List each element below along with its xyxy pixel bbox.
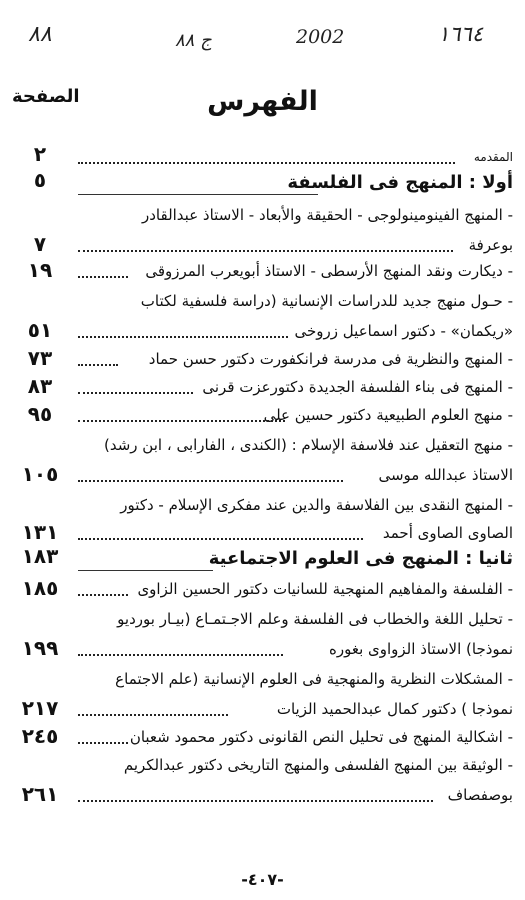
handwritten-year: 2002	[296, 26, 345, 48]
leader-rule	[78, 194, 318, 195]
leader-dots	[78, 250, 453, 252]
leader-rule	[78, 570, 213, 571]
toc-page-number: ١٩٩	[21, 636, 59, 660]
toc-entry-text: - اشكالية المنهج فى تحليل النص القانونى دكتور محمود شعبان	[129, 728, 513, 746]
toc-entry-text: - منهج التعقيل عند فلاسفة الإسلام : (الكندى ، الفارابى ، ابن رشد)	[104, 436, 513, 454]
section-heading: أولا : المنهج فى الفلسفة	[287, 172, 513, 193]
toc-page-number: ٨٣	[27, 374, 53, 398]
handwritten-catalog-number: ١٦٦٤	[438, 22, 484, 46]
toc-entry-text: - ديكارت ونقد المنهج الأرسطى - الاستاذ أبويعرب المرزوقى	[145, 262, 513, 280]
leader-dots	[78, 594, 128, 596]
toc-entry-text: نموذجا) الاستاذ الزواوى بغوره	[328, 640, 513, 658]
toc-entry-text: - المنهج النقدى بين الفلاسفة والدين عند مفكرى الإسلام - دكتور	[120, 496, 513, 514]
toc-page-number: ١٣١	[21, 520, 59, 544]
toc-page-number: ٢٦١	[21, 782, 59, 806]
leader-dots	[78, 276, 128, 278]
toc-entry-text: - الوثيقة بين المنهج الفلسفى والمنهج التاريخى دكتور عبدالكريم	[123, 756, 513, 774]
leader-dots	[78, 392, 193, 394]
leader-dots	[78, 742, 128, 744]
toc-entry-text: - منهج العلوم الطبيعية دكتور حسين على	[263, 406, 513, 424]
toc-entry-text: «ريكمان» - دكتور اسماعيل زروخى	[294, 322, 513, 340]
toc-page-number: ١٠٥	[21, 462, 59, 486]
toc-page-number: ٢١٧	[21, 696, 59, 720]
toc-page-number: ٢	[33, 142, 47, 166]
section-heading: ثانيا : المنهج فى العلوم الاجتماعية	[208, 548, 513, 569]
toc-entry-text: الصاوى الصاوى أحمد	[382, 524, 513, 542]
page-title: الفهرس	[207, 86, 318, 117]
toc-entry-text: - المنهج والنظرية فى مدرسة فرانكفورت دكتور حسن حماد	[148, 350, 513, 368]
leader-dots	[78, 538, 363, 540]
toc-page-number: ١٨٣	[21, 544, 59, 568]
toc-entry-text: نموذجا ) دكتور كمال عبدالحميد الزيات	[276, 700, 513, 718]
toc-entry-text: بوصفصاف	[447, 786, 513, 804]
leader-dots	[78, 162, 455, 164]
toc-entry-text: - المشكلات النظرية والمنهجية فى العلوم الإنسانية (علم الاجتماع	[115, 670, 513, 688]
toc-entry-text: - تحليل اللغة والخطاب فى الفلسفة وعلم الاجـتمـاع (بيـار بورديو	[117, 610, 513, 628]
toc-entry-text: المقدمه	[473, 150, 513, 164]
leader-dots	[78, 336, 288, 338]
toc-page-number: ٢٤٥	[21, 724, 59, 748]
leader-dots	[78, 364, 118, 366]
page-folio: -٤٠٧-	[241, 870, 284, 889]
toc-page-number: ٥	[33, 168, 47, 192]
leader-dots	[78, 800, 433, 802]
leader-dots	[78, 420, 285, 422]
toc-page-number: ٩٥	[27, 402, 53, 426]
toc-entry-text: - المنهج فى بناء الفلسفة الجديدة دكتورعزت قرنى	[202, 378, 513, 396]
handwritten-page-number: ٨٨	[28, 22, 52, 47]
leader-dots	[78, 654, 283, 656]
toc-page-number: ١٩	[27, 258, 53, 282]
leader-dots	[78, 480, 343, 482]
page-column-label: الصفحة	[12, 86, 80, 107]
toc-page-number: ٧٣	[27, 346, 53, 370]
toc-page-number: ٥١	[27, 318, 53, 342]
toc-page-number: ١٨٥	[21, 576, 59, 600]
toc-entry-text: - حـول منهج جديد للدراسات الإنسانية (دراسة فلسفية لكتاب	[140, 292, 513, 310]
leader-dots	[78, 714, 228, 716]
toc-entry-text: - الفلسفة والمفاهيم المنهجية للسانيات دكتور الحسين الزاوى	[137, 580, 513, 598]
toc-entry-text: - المنهج الفينومينولوجى - الحقيقة والأبعاد - الاستاذ عبدالقادر	[141, 206, 513, 224]
toc-entry-text: الاستاذ عبدالله موسى	[378, 466, 513, 484]
toc-entry-text: بوعرفة	[468, 236, 513, 254]
toc-page-number: ٧	[33, 232, 47, 256]
handwritten-volume-mark: ج ٨٨	[175, 30, 212, 51]
